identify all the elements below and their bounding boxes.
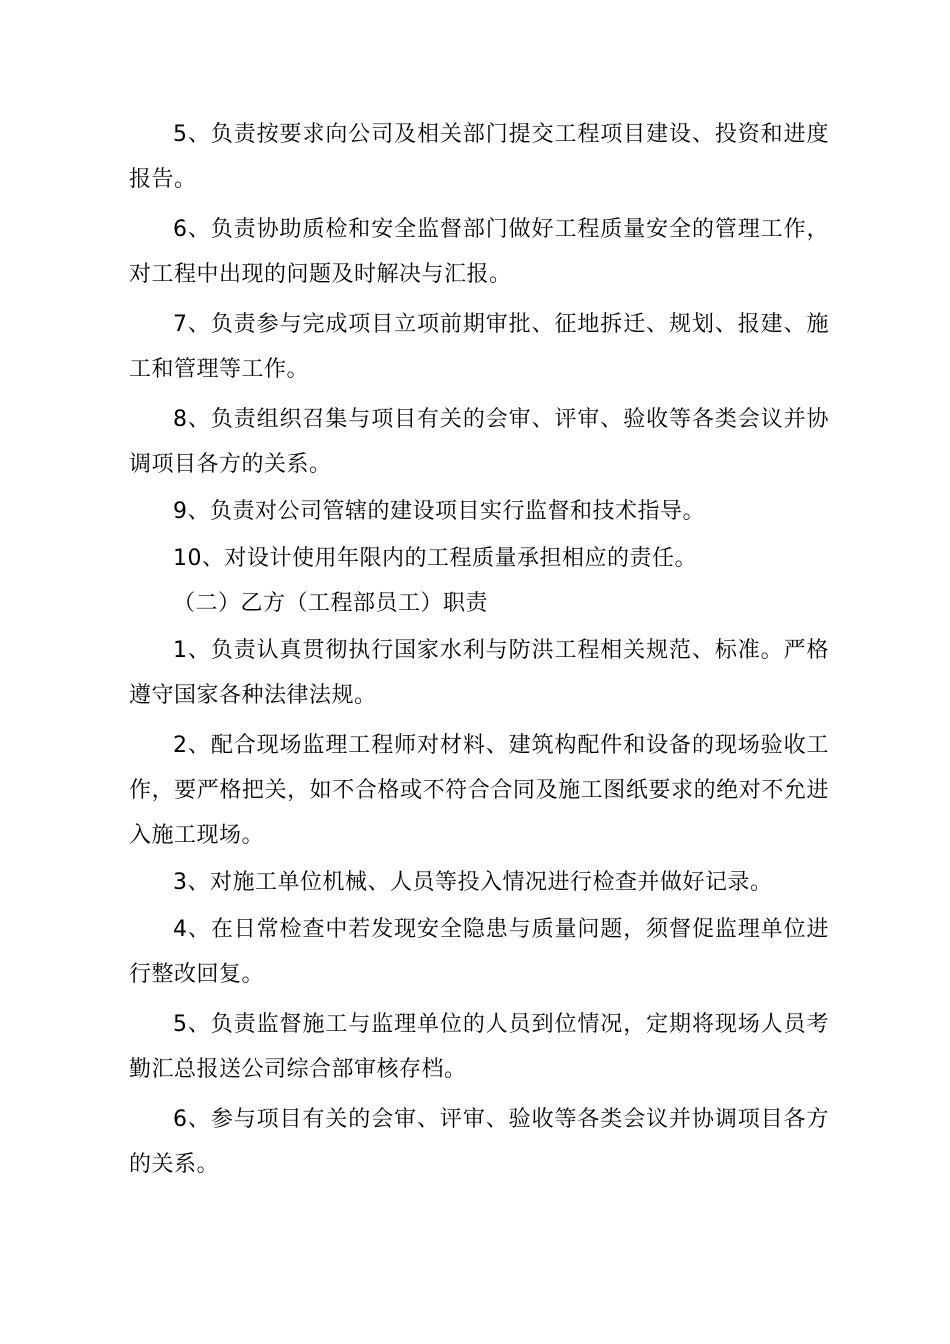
paragraph-b-item-3: 3、对施工单位机械、人员等投入情况进行检查并做好记录。 (173, 870, 773, 895)
paragraph-b-item-5: 5、负责监督施工与监理单位的人员到位情况，定期将现场人员考勤汇总报送公司综合部审核存档。 (129, 1012, 829, 1082)
paragraph-item-5: 5、负责按要求向公司及相关部门提交工程项目建设、投资和进度报告。 (129, 122, 829, 192)
section-heading: （二）乙方（工程部员工）职责 (173, 591, 489, 616)
paragraph-item-9: 9、负责对公司管辖的建设项目实行监督和技术指导。 (173, 499, 705, 524)
document-body (129, 112, 829, 1187)
paragraph-b-item-4: 4、在日常检查中若发现安全隐患与质量问题，须督促监理单位进行整改回复。 (129, 917, 829, 987)
paragraph-item-10: 10、对设计使用年限内的工程质量承担相应的责任。 (173, 546, 697, 571)
paragraph-item-7: 7、负责参与完成项目立项前期审批、征地拆迁、规划、报建、施工和管理等工作。 (129, 312, 829, 382)
paragraph-b-item-1: 1、负责认真贯彻执行国家水利与防洪工程相关规范、标准。严格遵守国家各种法律法规。 (129, 638, 829, 708)
paragraph-item-6: 6、负责协助质检和安全监督部门做好工程质量安全的管理工作，对工程中出现的问题及时解决与汇报。 (129, 217, 829, 287)
paragraph-b-item-6: 6、参与项目有关的会审、评审、验收等各类会议并协调项目各方的关系。 (129, 1107, 829, 1177)
paragraph-item-8: 8、负责组织召集与项目有关的会审、评审、验收等各类会议并协调项目各方的关系。 (129, 407, 829, 477)
paragraph-b-item-2: 2、配合现场监理工程师对材料、建筑构配件和设备的现场验收工作，要严格把关，如不合格或不符合合同及施工图纸要求的绝对不允进入施工现场。 (129, 733, 829, 848)
